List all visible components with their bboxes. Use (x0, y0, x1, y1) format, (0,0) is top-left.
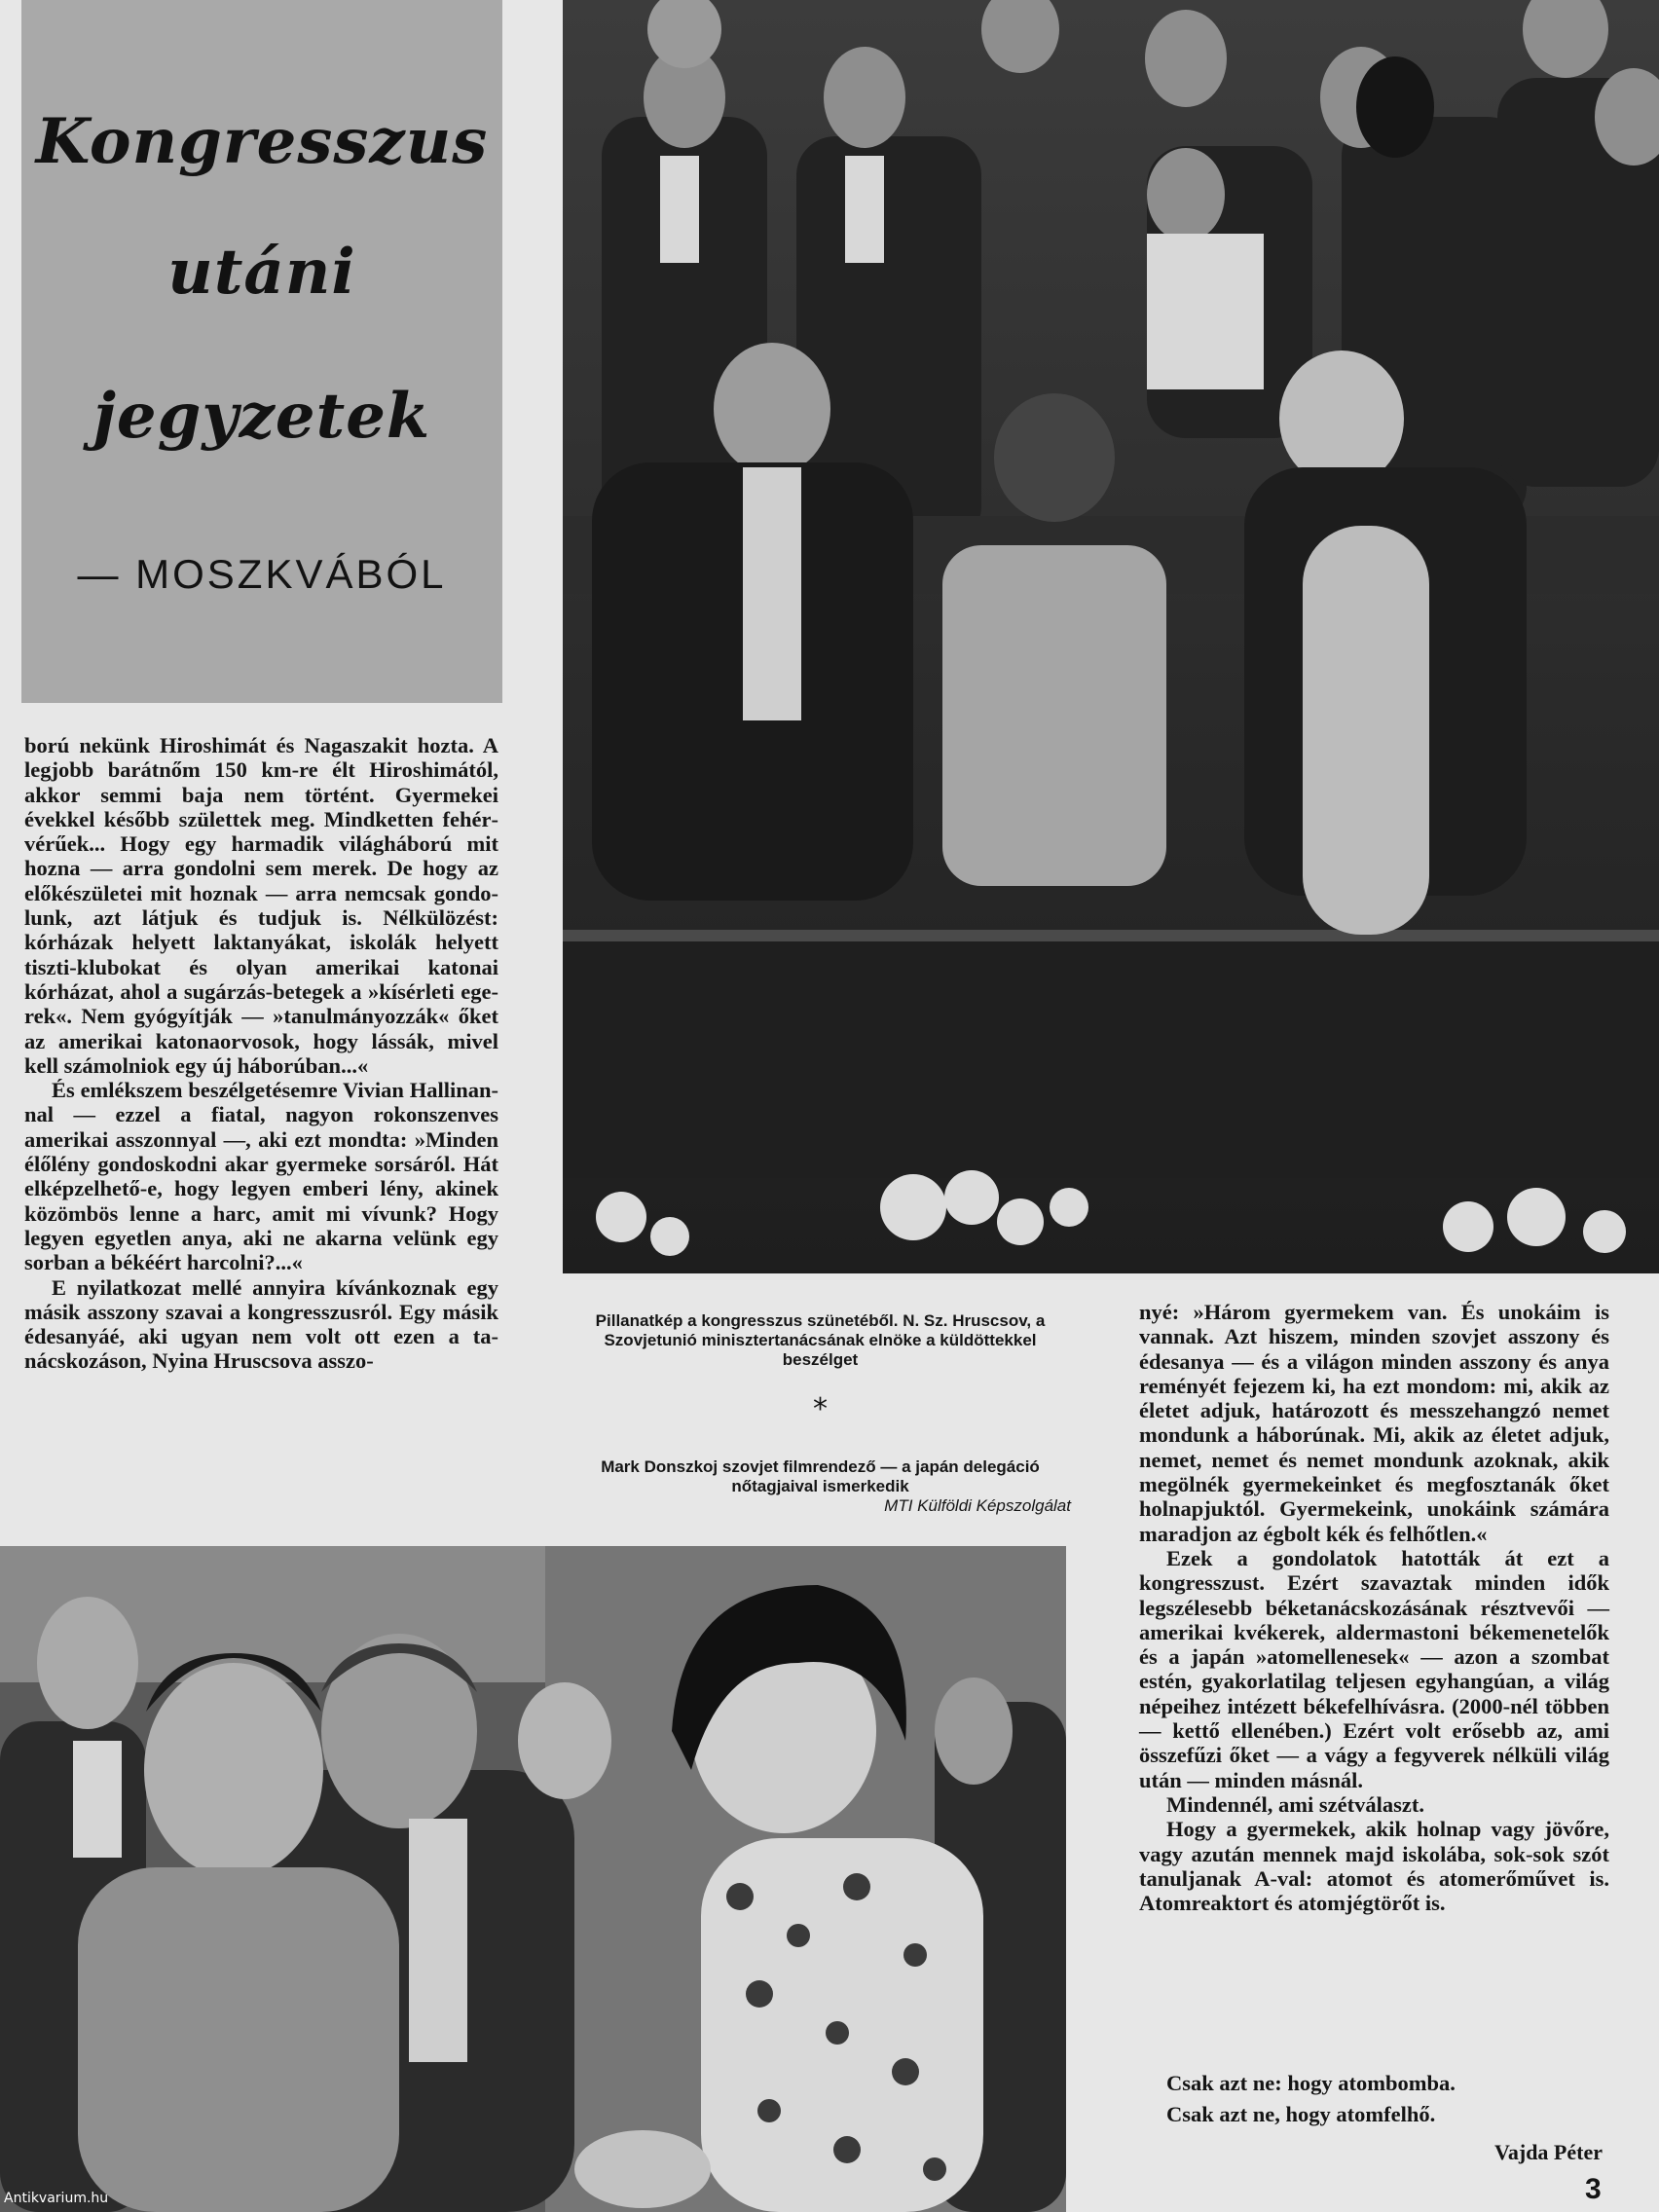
article-paragraph: Ezek a gondolatok hatották át ezt a kongresszust. Ezért szavaztak minden idők legszélesebb béketanácskozásának résztvevői — amerikai kvékerek, aldermastoni békemenetelők és a japán »atomellenesek« — azon a szombat estén, gyakorlatilag teljesen egyhangúan, a világ népeihez intézett békefelhívásra. (2000-nél többen — kettő ellenében.) Ezért volt erősebb az, ami összefűzi őket — a vágy a fegyverek nélküli világ után — minden másnál. (1139, 1545, 1609, 1792)
bottom-photo (0, 1546, 1066, 2212)
top-photo (563, 0, 1659, 1273)
closing-line-2: Csak azt ne, hogy atomfelhő. (1166, 2102, 1436, 2126)
page-number: 3 (1585, 2173, 1602, 2205)
article-paragraph: És emlékszem beszélgetésemre Vivian Hallinan-nal — ezzel a fiatal, nagyon rokonszenves amerikai asszonnyal —, aki ezt mondta: »Minden élőlény gondoskodni akar gyermeke sorsáról. Hát elképzelhető-e, hogy legyen emberi lény, akinek közömbös lenne a harc, amit mi vívunk? Hogy legyen egyetlen anya, aki ne akarna velünk egy sorban a békéért harcolni?...« (24, 1078, 498, 1275)
author-signature: Vajda Péter (1494, 2140, 1603, 2164)
article-column-right (1139, 1300, 1609, 1915)
article-column-left (24, 733, 498, 1374)
article-paragraph: E nyilatkozat mellé annyira kívánkoznak egy másik asszony szavai a kongresszusról. Egy másik édesanyáé, aki ugyan nem volt ott ezen a tanácskozáson, Nyina Hruscsova asszo- (24, 1274, 498, 1374)
top-photo-caption: Pillanatkép a kongresszus szünetéből. N. Sz. Hruscsov, a Szovjetunió minisztertanácsának elnöke a küldöttekkel beszélget (595, 1311, 1046, 1369)
article-paragraph: ború nekünk Hiroshimát és Nagaszakit hozta. A legjobb barátnőm 150 km-re élt Hiroshimától, akkor semmi baja nem történt. Gyermekei évekkel később születtek meg. Mindketten fehérvérűek... Hogy egy harmadik világháború mit hozna — arra gondolni sem merek. De hogy az előkészületei mit hoznak — arra nemcsak gondolunk, azt látjuk és tudjuk is. Nélkülözést: kórházak helyett laktanyákat, iskolák helyett tiszti-klubokat és olyan amerikai katonai kórházat, ahol a sugárzás-betegek a »kísérleti egerek«. Nem gyógyítják — »tanulmányozzák« őket az amerikai katonaorvosok, hogy lássák, mivel kell számolniok egy új háborúban...« (24, 733, 498, 1078)
bottom-photo-caption: Mark Donszkoj szovjet filmrendező — a japán delegáció nőtagjaival ismerkedik (601, 1457, 1040, 1495)
title-line-2: utáni (167, 236, 356, 309)
watermark: Antikvarium.hu (4, 2191, 109, 2206)
article-paragraph: nyé: »Három gyermekem van. És unokáim is vannak. Azt hiszem, minden szovjet asszony és édesanya — és a világon minden asszony és anya reményét fejezem ki, ha ezt mondom: mi, akik az életet adjuk, határozott és messzehangzó nemet mondunk a háborúnak. Mi, akik az életet adjuk, nemet, nemet és nemet mondunk azoknak, akik megölnék gyermekeinket és megfosztanák őket holnapjuktól. Gyermekeink, unokáink számára maradjon az égbolt kék és felhőtlen.« (1139, 1300, 1609, 1546)
title-subtitle: — MOSZKVÁBÓL (77, 551, 447, 597)
article-paragraph: Hogy a gyermekek, akik holnap vagy jövőre, vagy azután mennek majd iskolába, sok-sok szót tanuljanak A-val: atomot és atomerőművet is. Atomreaktort és atomjégtörőt is. (1139, 1817, 1609, 1916)
caption-separator: * (813, 1392, 828, 1426)
photo-credit: MTI Külföldi Képszolgálat (884, 1496, 1071, 1515)
title-line-3: jegyzetek (92, 380, 431, 453)
title-box (21, 0, 502, 703)
title-line-1: Kongresszus (35, 105, 489, 178)
article-paragraph: Mindennél, ami szétválaszt. (1166, 1791, 1424, 1817)
closing-line-1: Csak azt ne: hogy atombomba. (1166, 2071, 1456, 2095)
